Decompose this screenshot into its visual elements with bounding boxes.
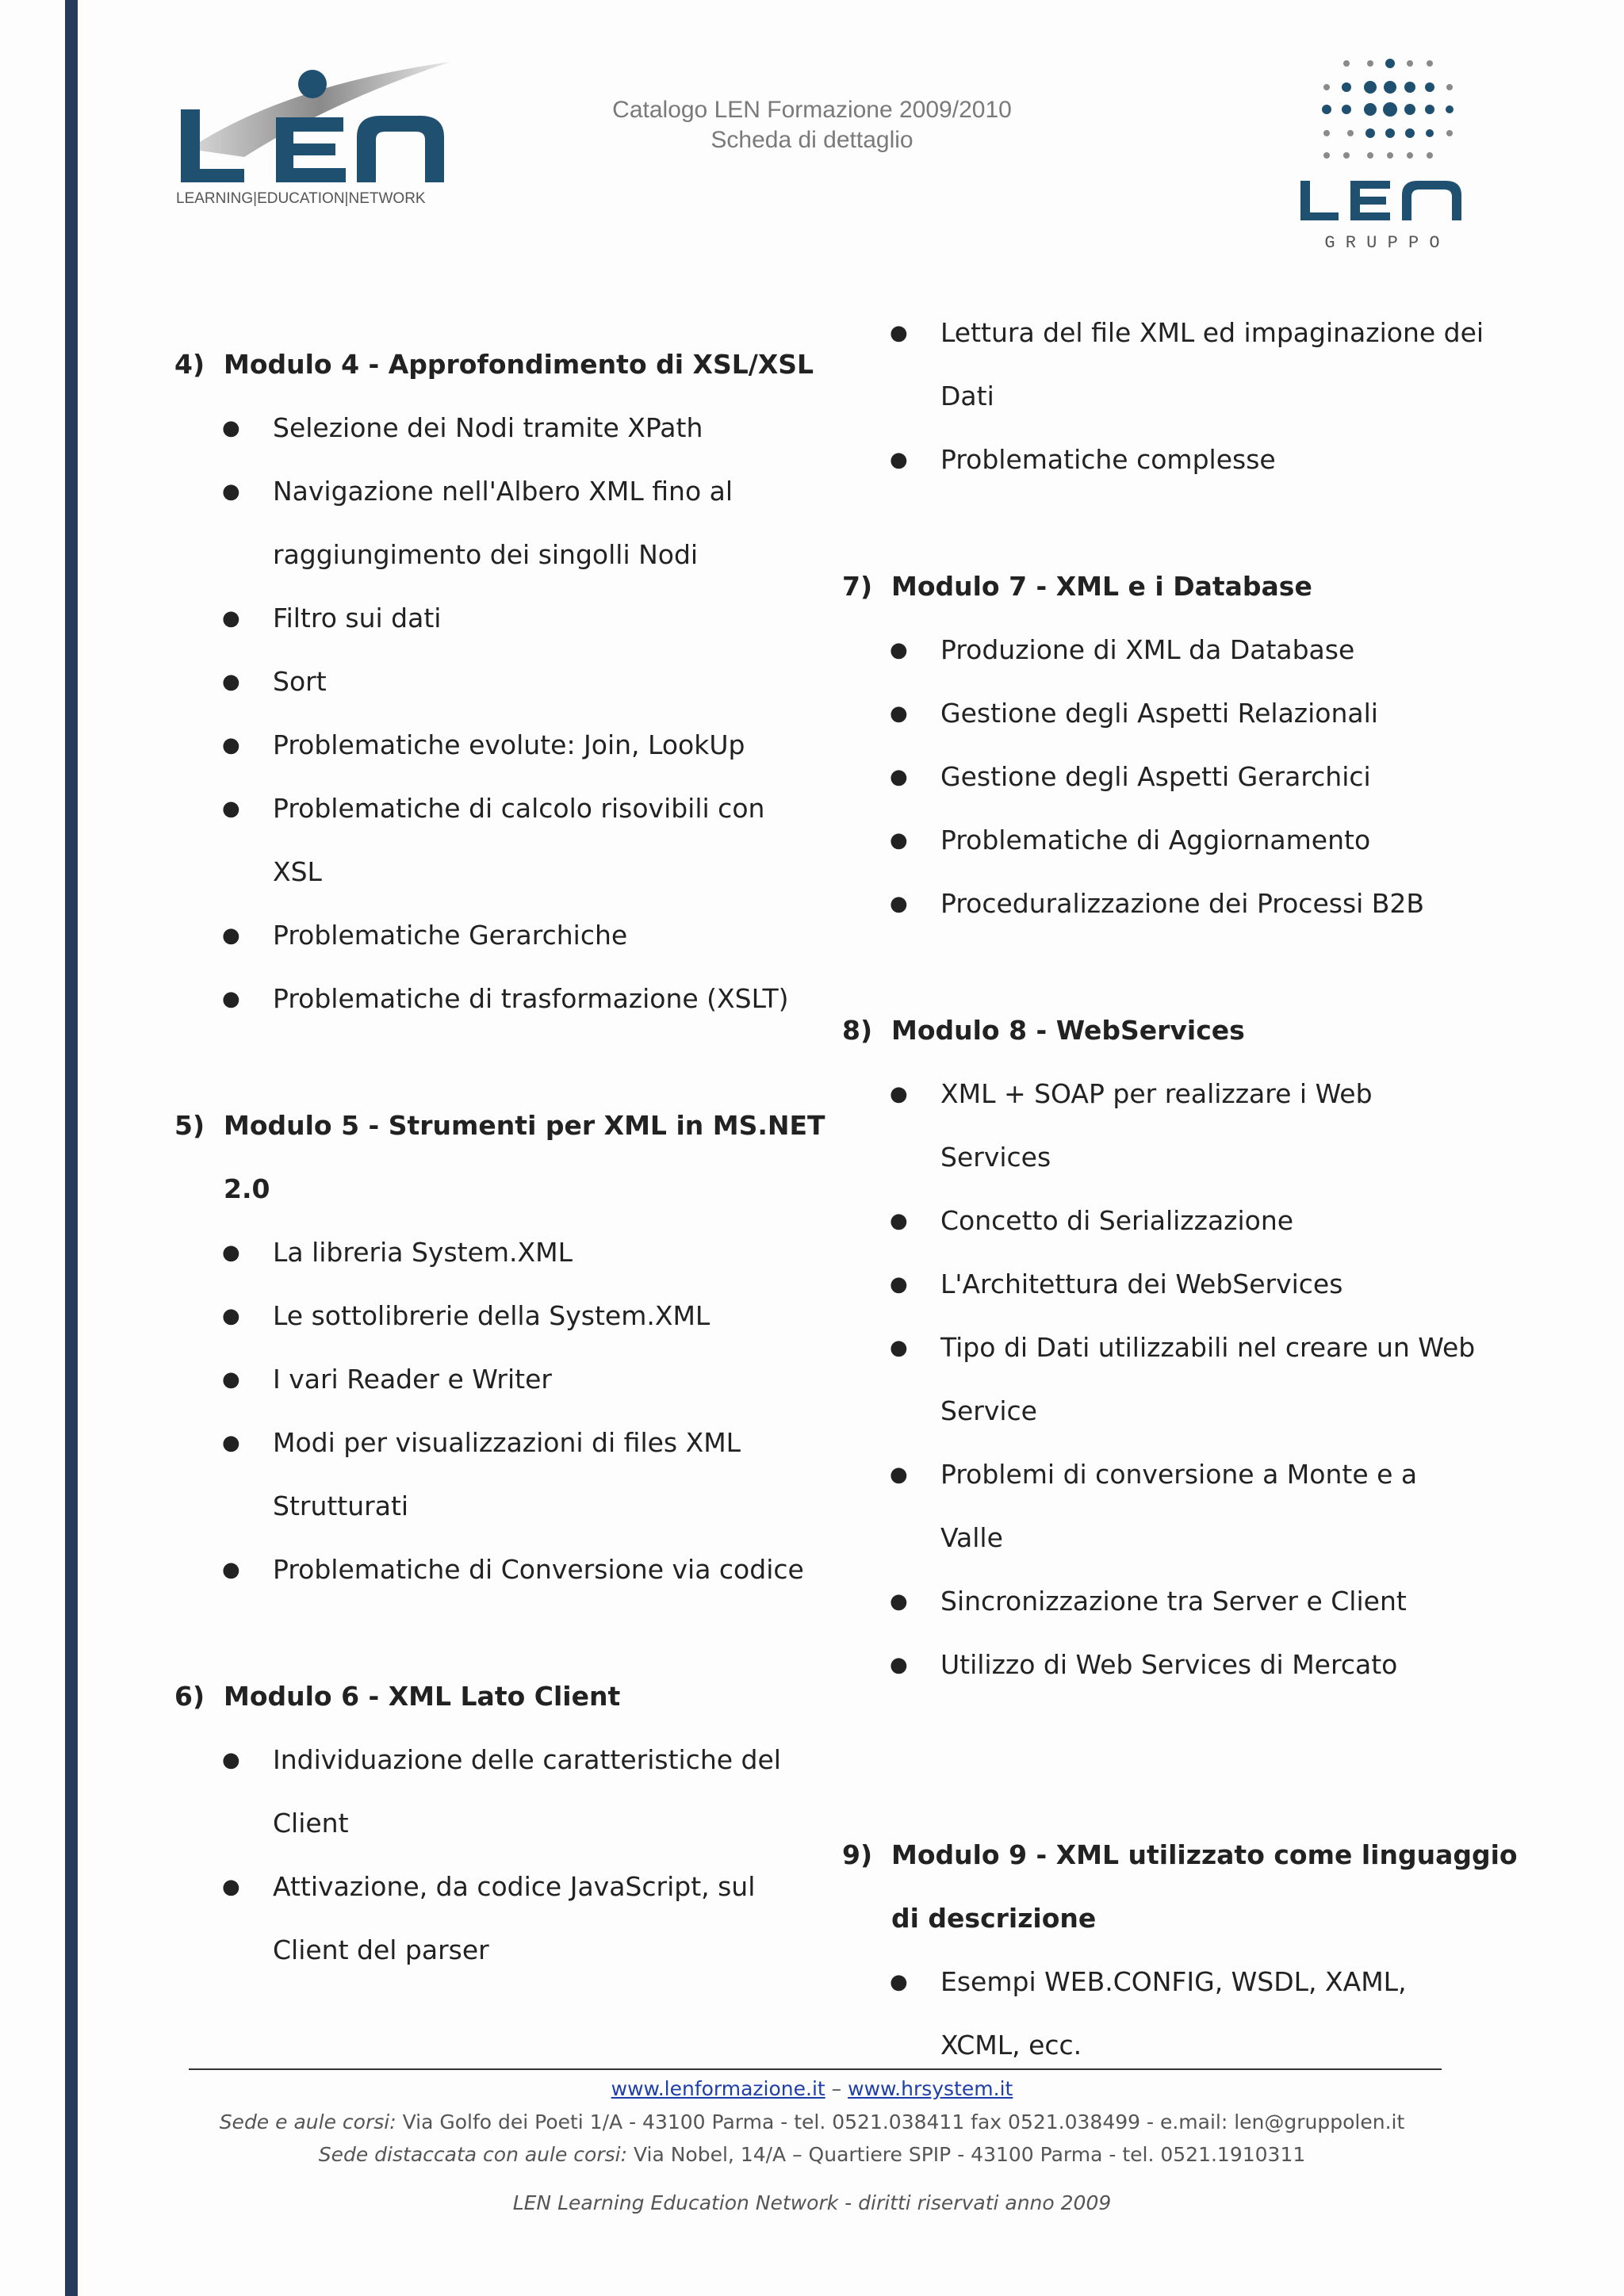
- list-item: ● Problematiche complesse: [890, 444, 1276, 475]
- list-item: ● Sort: [222, 666, 327, 697]
- list-item-continuation: Client: [273, 1808, 349, 1839]
- catalog-title: Catalogo LEN Formazione 2009/2010: [612, 97, 1012, 123]
- left-column: [173, 301, 823, 1982]
- module-9-title: Modulo 9 - XML utilizzato come linguaggio: [891, 1839, 1518, 1870]
- list-item: ● Problemi di conversione a Monte e a: [890, 1459, 1418, 1490]
- module-heading: 4) Modulo 4 - Approfondimento di XSL/XSL: [173, 333, 823, 396]
- list-item: ● Gestione degli Aspetti Gerarchici: [890, 761, 1371, 792]
- gruppo-logo-subtitle: G R U P P O: [1324, 233, 1440, 252]
- list-item: ● Problematiche Gerarchiche: [222, 920, 628, 951]
- list-item: ● Tipo di Dati utilizzabili nel creare un Web: [890, 1332, 1476, 1363]
- list-item: ● La libreria System.XML: [222, 1237, 573, 1268]
- len-logo-subtitle: LEARNING|EDUCATION|NETWORK: [176, 190, 426, 207]
- footer-address: Sede e aule corsi: Via Golfo dei Poeti 1/A - 43100 Parma - tel. 0521.038411 fax 0521.038499 - e.mail: len@gruppolen.it: [219, 2110, 1405, 2133]
- footer-divider: [189, 2068, 1442, 2070]
- list-item-continuation: Dati: [940, 381, 994, 411]
- module-heading: 5) Modulo 5 - Strumenti per XML in MS.NET: [173, 1094, 823, 1158]
- list-item-continuation: XCML, ecc.: [940, 2030, 1082, 2061]
- module-heading: 8) Modulo 8 - WebServices: [841, 999, 1491, 1062]
- module-4-title: Modulo 4 - Approfondimento di XSL/XSL: [224, 349, 814, 380]
- list-item: ● Selezione dei Nodi tramite XPath: [222, 412, 703, 443]
- list-item: ● Sincronizzazione tra Server e Client: [890, 1586, 1407, 1617]
- header-text: [0, 95, 1624, 155]
- module-heading: 7) Modulo 7 - XML e i Database: [841, 555, 1491, 618]
- list-item: ● Problematiche di trasformazione (XSLT): [222, 983, 789, 1014]
- module-heading-continuation: 2.0: [224, 1173, 270, 1204]
- list-item: ● Gestione degli Aspetti Relazionali: [890, 698, 1378, 729]
- list-item-continuation: Service: [940, 1395, 1037, 1426]
- module-heading: 9) Modulo 9 - XML utilizzato come linguaggio: [841, 1823, 1491, 1887]
- module-6-title: Modulo 6 - XML Lato Client: [224, 1681, 621, 1712]
- list-item: ● XML + SOAP per realizzare i Web: [890, 1078, 1373, 1109]
- module-heading-continuation: di descrizione: [891, 1903, 1097, 1934]
- list-item: ● Esempi WEB.CONFIG, WSDL, XAML,: [890, 1966, 1407, 1997]
- list-item: ● Individuazione delle caratteristiche del: [222, 1744, 781, 1775]
- list-item-continuation: Client del parser: [273, 1934, 489, 1965]
- list-item-continuation: XSL: [273, 856, 322, 887]
- list-item: ● Problematiche di Aggiornamento: [890, 825, 1371, 855]
- list-item-continuation: Strutturati: [273, 1490, 409, 1521]
- list-item-continuation: raggiungimento dei singolli Nodi: [273, 539, 699, 570]
- list-item: ● Le sottolibrerie della System.XML: [222, 1300, 710, 1331]
- list-item: ● Navigazione nell'Albero XML fino al: [222, 476, 733, 507]
- list-item-continuation: Services: [940, 1142, 1051, 1173]
- list-item: ● Filtro sui dati: [222, 603, 442, 633]
- module-heading: 6) Modulo 6 - XML Lato Client: [173, 1665, 823, 1728]
- right-column: [841, 301, 1518, 2077]
- list-item: ● Problematiche di Conversione via codice: [222, 1554, 804, 1585]
- list-item: ● I vari Reader e Writer: [222, 1364, 552, 1395]
- list-item: ● Problematiche di calcolo risovibili con: [222, 793, 765, 824]
- footer-copyright: LEN Learning Education Network - diritti riservati anno 2009: [512, 2191, 1112, 2214]
- list-item: ● Attivazione, da codice JavaScript, sul: [222, 1871, 756, 1902]
- list-item: ● L'Architettura dei WebServices: [890, 1269, 1343, 1299]
- catalog-subtitle: Scheda di dettaglio: [710, 127, 914, 153]
- list-item: ● Concetto di Serializzazione: [890, 1205, 1294, 1236]
- list-item: ● Produzione di XML da Database: [890, 634, 1355, 665]
- list-item-continuation: Valle: [940, 1522, 1003, 1553]
- lenformazione-link[interactable]: www.lenformazione.it: [611, 2077, 825, 2100]
- left-border-bar: [65, 0, 78, 2296]
- module-5-title: Modulo 5 - Strumenti per XML in MS.NET: [224, 1110, 825, 1141]
- list-item: ● Problematiche evolute: Join, LookUp: [222, 729, 745, 760]
- list-item: ● Proceduralizzazione dei Processi B2B: [890, 888, 1425, 919]
- list-item: ● Modi per visualizzazioni di files XML: [222, 1427, 741, 1458]
- footer-address-secondary: Sede distaccata con aule corsi: Via Nobel, 14/A – Quartiere SPIP - 43100 Parma - tel. 0521.1910311: [318, 2143, 1306, 2166]
- footer-links: www.lenformazione.it – www.hrsystem.it: [611, 2077, 1013, 2100]
- hrsystem-link[interactable]: www.hrsystem.it: [848, 2077, 1013, 2100]
- module-7-title: Modulo 7 - XML e i Database: [891, 571, 1312, 602]
- list-item: ● Utilizzo di Web Services di Mercato: [890, 1649, 1398, 1680]
- module-8-title: Modulo 8 - WebServices: [891, 1015, 1245, 1046]
- list-item: ● Lettura del file XML ed impaginazione dei: [890, 317, 1484, 348]
